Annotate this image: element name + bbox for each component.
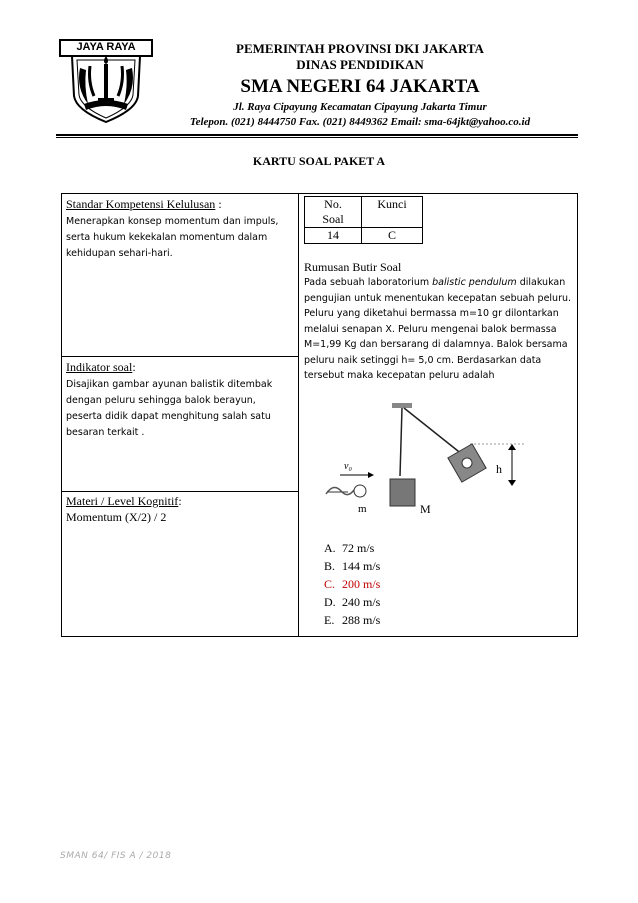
option-text: 200 m/s bbox=[342, 577, 381, 591]
card-title: KARTU SOAL PAKET A bbox=[252, 154, 386, 168]
option-text: 144 m/s bbox=[342, 559, 381, 573]
option-text: 288 m/s bbox=[342, 613, 381, 627]
materi-label: Materi / Level Kognitif bbox=[66, 494, 179, 508]
option-letter: C. bbox=[324, 577, 336, 591]
header-rule bbox=[56, 134, 578, 136]
indikator-label: Indikator soal bbox=[66, 360, 133, 374]
skl-section bbox=[66, 197, 294, 262]
question-text: Pada sebuah laboratorium balistic pendulum dilakukan pengujian untuk menentukan kecepatan sebuah peluru. Peluru yang diketahui bermassa m=10 gr dilontarkan melalui senapan X. Peluru mengenai balok bermassa M=1,99 Kg dan bersarang di dalamnya. Balok bersama peluru naik setinggi h= 5,0 cm. Berdasarkan data tersebut maka kecepatan peluru adalah bbox=[304, 277, 572, 381]
skl-text: Menerapkan konsep momentum dan impuls, serta hukum kekekalan momentum dalam kehidupan sehari-hari. bbox=[66, 216, 279, 259]
indikator-label-suffix: : bbox=[132, 360, 136, 374]
bullet-mass-label: m bbox=[358, 503, 367, 515]
materi-section bbox=[66, 494, 294, 525]
no-soal-value: 14 bbox=[305, 228, 362, 244]
header-government: PEMERINTAH PROVINSI DKI JAKARTA bbox=[236, 41, 484, 56]
header-school-name: SMA NEGERI 64 JAKARTA bbox=[240, 76, 480, 97]
school-emblem bbox=[58, 38, 154, 124]
question-heading: Rumusan Butir Soal bbox=[304, 260, 402, 274]
skl-label: Standar Kompetensi Kelulusan bbox=[66, 197, 216, 211]
answer-option bbox=[324, 559, 380, 574]
kunci-value: C bbox=[362, 228, 423, 244]
option-text: 240 m/s bbox=[342, 595, 381, 609]
skl-label-suffix: : bbox=[215, 197, 222, 211]
question-italic-term: balistic pendulum bbox=[432, 277, 517, 288]
ballistic-pendulum-figure bbox=[320, 400, 530, 520]
height-label: h bbox=[496, 462, 502, 476]
footer-code: SMAN 64/ FIS A / 2018 bbox=[60, 851, 172, 861]
header-rule-thin bbox=[56, 137, 578, 138]
indikator-section bbox=[66, 360, 294, 441]
header-address: Jl. Raya Cipayung Kecamatan Cipayung Jakarta Timur bbox=[233, 101, 487, 113]
materi-text: Momentum (X/2) / 2 bbox=[66, 510, 167, 524]
answer-option bbox=[324, 541, 374, 556]
column-divider bbox=[298, 193, 299, 637]
answer-option bbox=[324, 613, 380, 628]
kunci-header: Kunci bbox=[362, 197, 423, 228]
logo-banner-text: JAYA RAYA bbox=[76, 41, 136, 53]
row-divider-1 bbox=[61, 356, 299, 357]
header-contact: Telepon. (021) 8444750 Fax. (021) 8449362 Email: sma-64jkt@yahoo.co.id bbox=[189, 116, 531, 128]
option-letter: D. bbox=[324, 595, 336, 609]
option-letter: B. bbox=[324, 559, 336, 573]
answer-option bbox=[324, 577, 380, 592]
velocity-label: v₀ bbox=[344, 461, 352, 472]
option-letter: A. bbox=[324, 541, 336, 555]
no-soal-header: No. Soal bbox=[305, 197, 362, 228]
info-table bbox=[304, 196, 423, 244]
indikator-text: Disajikan gambar ayunan balistik ditembak dengan peluru sehingga balok berayun, peserta didik dapat menghitung salah satu besaran terkait . bbox=[66, 379, 273, 438]
option-text: 72 m/s bbox=[342, 541, 375, 555]
block-mass-label: M bbox=[420, 502, 431, 516]
row-divider-2 bbox=[61, 491, 299, 492]
answer-option bbox=[324, 595, 380, 610]
option-letter: E. bbox=[324, 613, 335, 627]
header-department: DINAS PENDIDIKAN bbox=[296, 57, 424, 72]
materi-label-suffix: : bbox=[178, 494, 182, 508]
